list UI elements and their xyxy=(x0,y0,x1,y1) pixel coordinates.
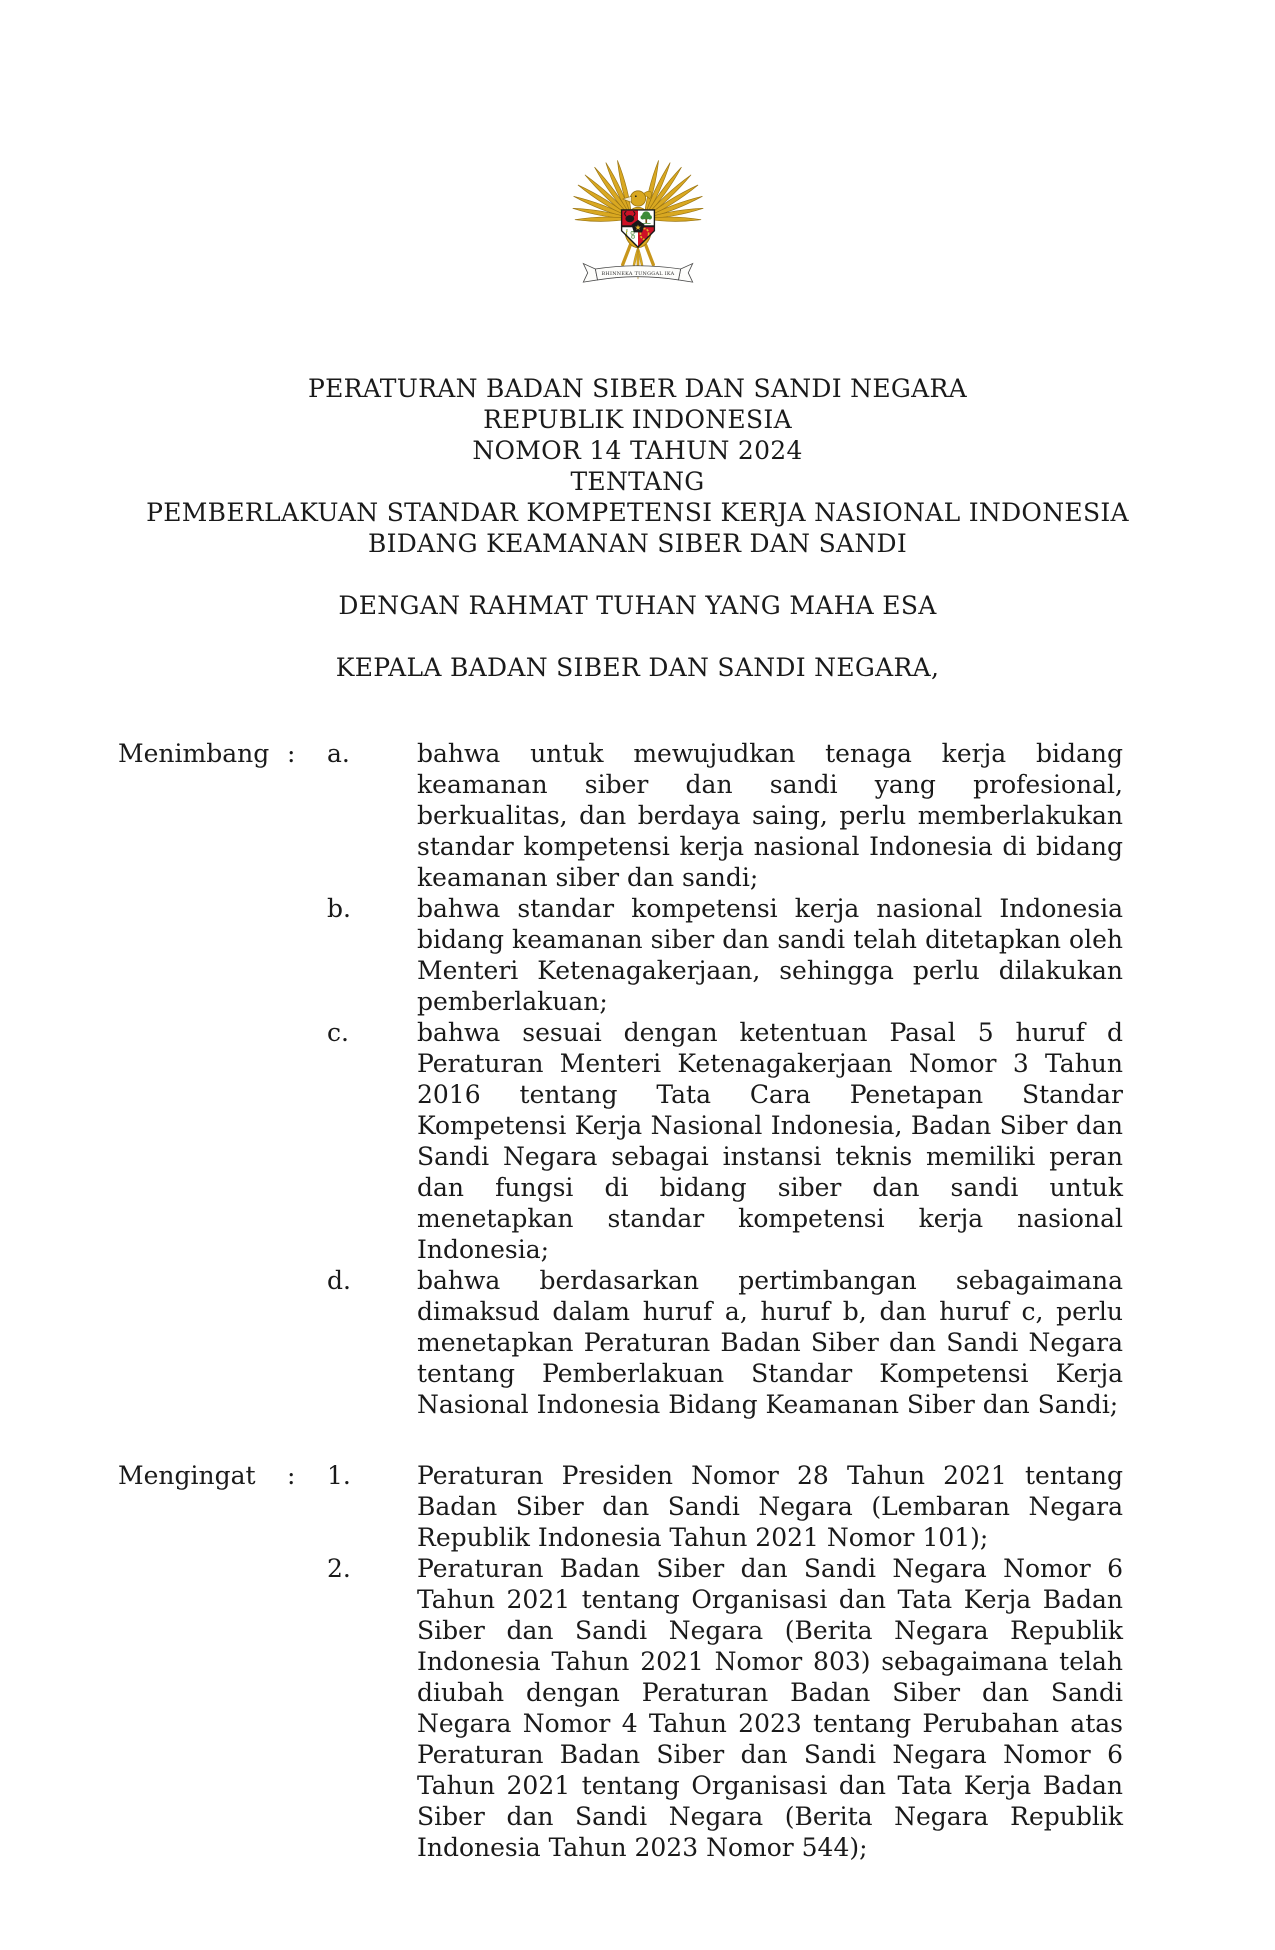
item-marker: d. xyxy=(327,1265,351,1295)
motto-text: BHINNEKA TUNGGAL IKA xyxy=(601,271,674,278)
section-menimbang xyxy=(118,738,1123,1420)
item-text: Peraturan Presiden Nomor 28 Tahun 2021 tentang Badan Siber dan Sandi Negara (Lembaran Negara Republik Indonesia Tahun 2021 Nomor 101); xyxy=(417,1460,1123,1552)
mengingat-item-list xyxy=(327,1460,1123,1863)
section-label-menimbang: Menimbang xyxy=(118,738,270,768)
garuda-pancasila-icon xyxy=(556,140,720,289)
item-text: bahwa berdasarkan pertimbangan sebagaimana dimaksud dalam huruf a, huruf b, dan huruf c, perlu menetapkan Peraturan Badan Siber dan Sandi Negara tentang Pemberlakuan Standar Kompetensi Kerja Nasional Indonesia Bidang Keamanan Siber dan Sandi; xyxy=(417,1265,1123,1419)
title-line-subject-2: BIDANG KEAMANAN SIBER DAN SANDI xyxy=(367,528,908,558)
garuda-pancasila-emblem xyxy=(556,140,720,289)
consideration-item-b xyxy=(327,893,1123,1017)
motto-ribbon-icon xyxy=(583,264,692,283)
title-block xyxy=(0,373,1275,559)
item-marker: 1. xyxy=(327,1460,351,1490)
title-line-regulation: PERATURAN BADAN SIBER DAN SANDI NEGARA xyxy=(307,373,968,403)
section-mengingat xyxy=(118,1460,1123,1863)
item-text: bahwa standar kompetensi kerja nasional Indonesia bidang keamanan siber dan sandi telah ditetapkan oleh Menteri Ketenagakerjaan, sehingga perlu dilakukan pemberlakuan; xyxy=(417,893,1123,1016)
pancasila-star-icon: ★ xyxy=(634,222,641,232)
official-line: KEPALA BADAN SIBER DAN SANDI NEGARA, xyxy=(335,652,940,682)
consideration-item-a xyxy=(327,738,1123,893)
pancasila-shield-icon xyxy=(621,210,654,247)
title-line-number-year: NOMOR 14 TAHUN 2024 xyxy=(472,435,803,465)
item-marker: 2. xyxy=(327,1553,351,1583)
invocation-line: DENGAN RAHMAT TUHAN YANG MAHA ESA xyxy=(338,590,937,620)
title-line-republic: REPUBLIK INDONESIA xyxy=(483,404,792,434)
consideration-item-d xyxy=(327,1265,1123,1420)
preamble-sections xyxy=(0,738,1275,1863)
title-line-tentang: TENTANG xyxy=(570,466,705,496)
item-text: bahwa sesuai dengan ketentuan Pasal 5 huruf d Peraturan Menteri Ketenagakerjaan Nomor 3 Tahun 2016 tentang Tata Cara Penetapan Standar Kompetensi Kerja Nasional Indonesia, Badan Siber dan Sandi Negara sebagai instansi teknis memiliki peran dan fungsi di bidang siber dan sandi untuk menetapkan standar kompetensi kerja nasional Indonesia; xyxy=(417,1017,1123,1264)
consideration-item-c xyxy=(327,1017,1123,1265)
item-marker: b. xyxy=(327,893,351,923)
section-colon: : xyxy=(287,1460,296,1490)
eye-icon xyxy=(634,195,636,197)
item-text: Peraturan Badan Siber dan Sandi Negara Nomor 6 Tahun 2021 tentang Organisasi dan Tata Kerja Badan Siber dan Sandi Negara (Berita Negara Republik Indonesia Tahun 2021 Nomor 803) sebagaimana telah diubah dengan Peraturan Badan Siber dan Sandi Negara Nomor 4 Tahun 2023 tentang Perubahan atas Peraturan Badan Siber dan Sandi Negara Nomor 6 Tahun 2021 tentang Organisasi dan Tata Kerja Badan Siber dan Sandi Negara (Berita Negara Republik Indonesia Tahun 2023 Nomor 544); xyxy=(417,1553,1123,1862)
item-marker: a. xyxy=(327,738,350,768)
section-label-mengingat: Mengingat xyxy=(118,1460,256,1490)
menimbang-item-list xyxy=(327,738,1123,1420)
item-marker: c. xyxy=(327,1017,349,1047)
item-text: bahwa untuk mewujudkan tenaga kerja bidang keamanan siber dan sandi yang profesional, berkualitas, dan berdaya saing, perlu memberlakukan standar kompetensi kerja nasional Indonesia di bidang keamanan siber dan sandi; xyxy=(417,738,1123,892)
legal-basis-item-1 xyxy=(327,1460,1123,1553)
legal-basis-item-2 xyxy=(327,1553,1123,1863)
section-colon: : xyxy=(287,738,296,768)
title-line-subject-1: PEMBERLAKUAN STANDAR KOMPETENSI KERJA NASIONAL INDONESIA xyxy=(146,497,1129,527)
